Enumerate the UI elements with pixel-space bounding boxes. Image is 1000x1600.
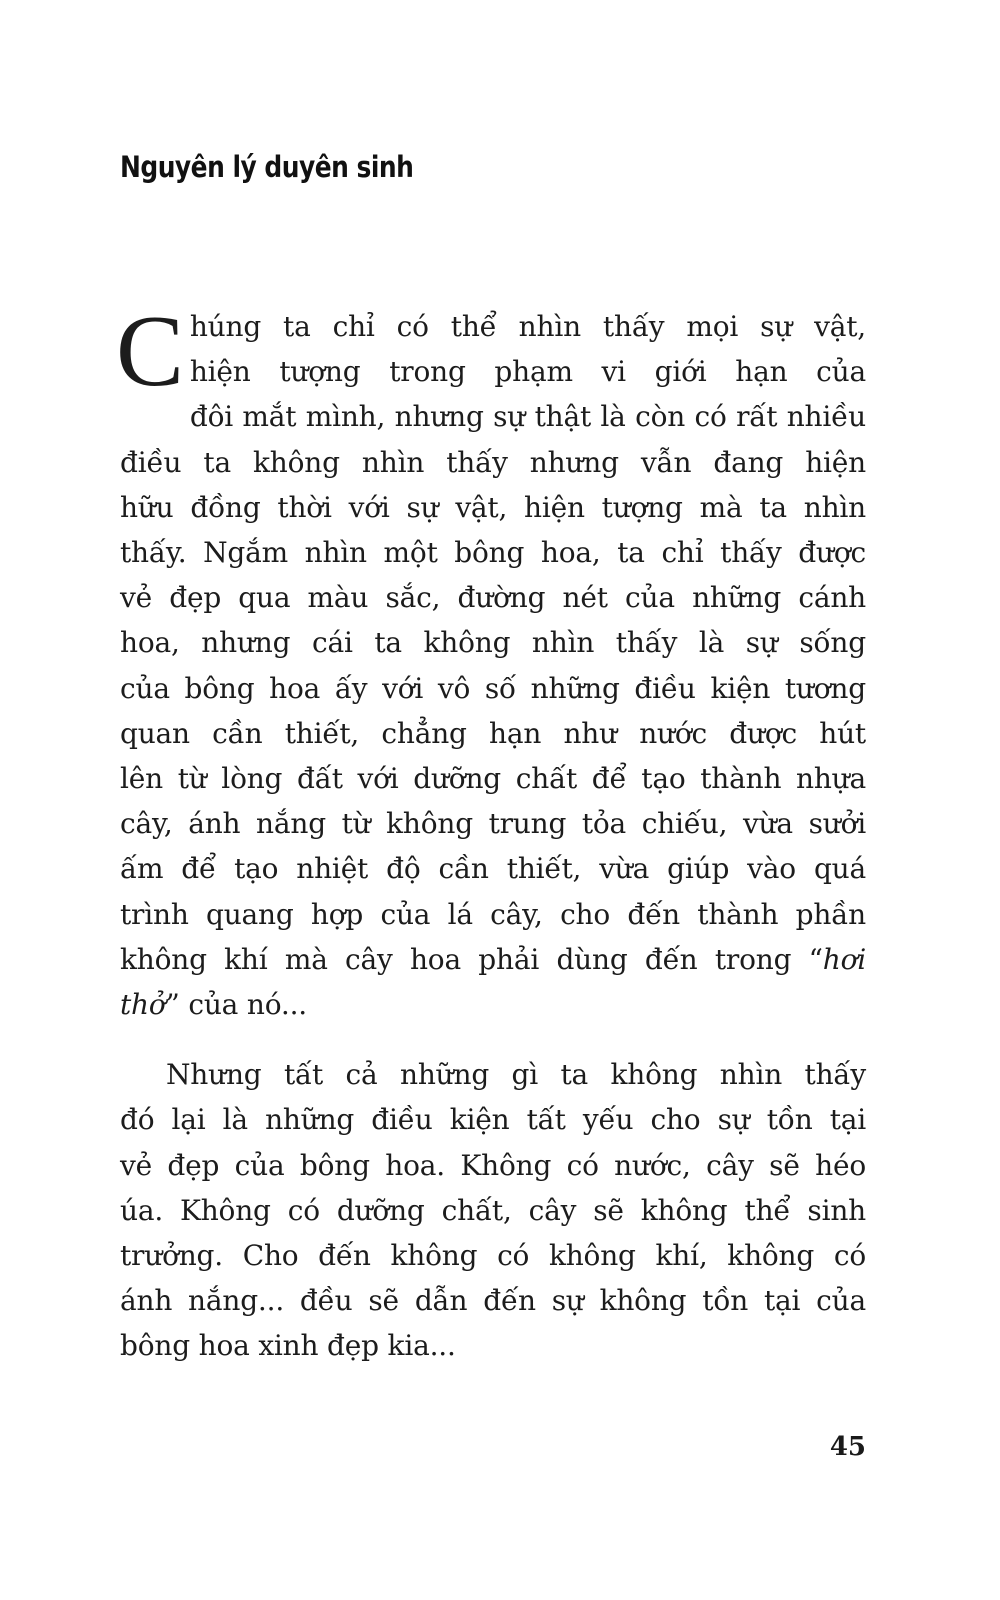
paragraph-2 — [120, 1052, 866, 1368]
text-line: cây, ánh nắng từ không trung tỏa chiếu, vừa sưởi — [120, 807, 866, 841]
paragraph-1 — [116, 295, 866, 1027]
drop-cap: C — [116, 295, 184, 408]
text-line: trưởng. Cho đến không có không khí, không có — [120, 1239, 866, 1273]
text-line: ánh nắng... đều sẽ dẫn đến sự không tồn tại của — [120, 1284, 866, 1318]
text-line: vẻ đẹp của bông hoa. Không có nước, cây sẽ héo — [120, 1148, 866, 1182]
italic-phrase: thở — [120, 988, 166, 1022]
text-line: không khí mà cây hoa phải dùng đến trong “ — [120, 942, 823, 976]
text-line: lên từ lòng đất với dưỡng chất để tạo thành nhựa — [120, 762, 866, 796]
section-heading: Nguyên lý duyên sinh — [120, 150, 414, 184]
text-line-with-italic — [120, 937, 866, 982]
text-line: điều ta không nhìn thấy nhưng vẫn đang hiện — [120, 445, 866, 479]
text-line: hiện tượng trong phạm vi giới hạn của — [189, 355, 866, 389]
text-line: đó lại là những điều kiện tất yếu cho sự tồn tại — [120, 1103, 866, 1137]
text-line: quan cần thiết, chẳng hạn như nước được hút — [120, 716, 866, 750]
text-line: của bông hoa ấy với vô số những điều kiện tương — [120, 671, 866, 705]
page-number: 45 — [829, 1432, 866, 1462]
text-line: úa. Không có dưỡng chất, cây sẽ không thể sinh — [120, 1193, 866, 1227]
text-line: Nhưng tất cả những gì ta không nhìn thấy — [166, 1058, 866, 1092]
text-line-last: bông hoa xinh đẹp kia... — [120, 1329, 456, 1363]
text-line: đôi mắt mình, nhưng sự thật là còn có rất nhiều — [189, 400, 866, 434]
text-line: húng ta chỉ có thể nhìn thấy mọi sự vật, — [189, 310, 866, 343]
italic-phrase: hơi — [822, 942, 866, 976]
body-text — [116, 295, 866, 1369]
text-line: ” của nó... — [165, 988, 307, 1022]
text-line: trình quang hợp của lá cây, cho đến thành phần — [120, 897, 866, 931]
text-line: vẻ đẹp qua màu sắc, đường nét của những cánh — [120, 581, 866, 615]
text-line: ấm để tạo nhiệt độ cần thiết, vừa giúp vào quá — [120, 852, 866, 886]
text-line: thấy. Ngắm nhìn một bông hoa, ta chỉ thấy được — [120, 536, 866, 570]
text-line: hữu đồng thời với sự vật, hiện tượng mà ta nhìn — [120, 490, 866, 524]
text-line-last — [120, 982, 866, 1027]
text-line: hoa, nhưng cái ta không nhìn thấy là sự sống — [120, 626, 866, 660]
